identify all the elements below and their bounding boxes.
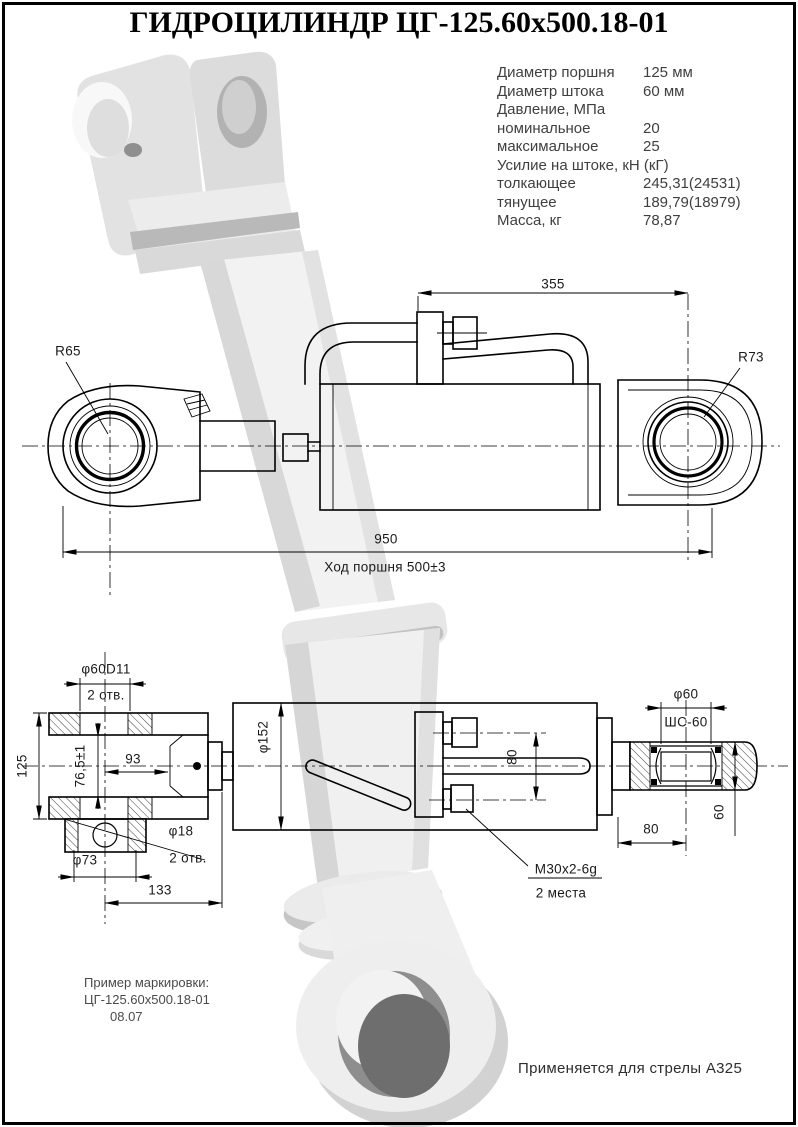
- cylinder-3d-render: [72, 52, 508, 1127]
- spec-table: [497, 64, 789, 231]
- dim-d18-label: φ18: [168, 823, 194, 839]
- dim-133-label: 133: [148, 882, 172, 898]
- thread-places-note: 2 места: [535, 885, 587, 901]
- marking-line1: Пример маркировки:: [84, 975, 210, 990]
- bearing-shs60-label: ШС-60: [664, 714, 708, 730]
- d60d11-holes-note: 2 отв.: [87, 687, 125, 703]
- dim-60-eye-label: 60: [711, 804, 727, 820]
- piston-stroke-note: Ход поршня 500±3: [324, 559, 446, 575]
- spec-row: Диаметр штока 60 мм: [497, 82, 685, 100]
- marking-line3: 08.07: [110, 1009, 143, 1024]
- dim-d60d11-label: φ60D11: [81, 661, 131, 677]
- dim-950-label: 950: [374, 531, 398, 547]
- spec-row: Масса, кг 78,87: [497, 212, 681, 229]
- spec-row: толкающее 245,31(24531): [497, 175, 741, 192]
- spec-row: Усилие на штоке, кН (кГ): [497, 156, 669, 174]
- dim-80-ports-label: 80: [504, 749, 520, 765]
- main-side-view: [22, 293, 780, 597]
- marking-line2: ЦГ-125.60х500.18-01: [84, 992, 210, 1007]
- spec-row: тянущее 189,79(18979): [497, 193, 741, 211]
- dim-d152-label: φ152: [255, 720, 271, 754]
- marking-example: [84, 974, 210, 1025]
- spec-row: Диаметр поршня 125 мм: [497, 64, 693, 81]
- spec-row: номинальное 20: [497, 119, 660, 137]
- dim-76-5-label: 76,5±1: [72, 744, 88, 788]
- spec-row: Давление, МПа: [497, 101, 606, 118]
- dim-93-label: 93: [125, 751, 141, 767]
- dim-d73-label: φ73: [72, 852, 98, 868]
- application-note: Применяется для стрелы А325: [518, 1060, 743, 1077]
- radius-r73-label: R73: [738, 349, 764, 365]
- dim-125-label: 125: [14, 754, 30, 778]
- radius-r65-label: R65: [55, 343, 81, 359]
- drawing-title: ГИДРОЦИЛИНДР ЦГ-125.60х500.18-01: [129, 6, 669, 39]
- spec-row: максимальное 25: [497, 138, 660, 155]
- dim-80-eye-label: 80: [643, 821, 659, 837]
- dim-355-label: 355: [541, 276, 565, 292]
- dim-d60-label: φ60: [673, 686, 699, 702]
- d18-holes-note: 2 отв.: [169, 850, 207, 866]
- thread-m30-label: M30x2-6g: [534, 861, 598, 877]
